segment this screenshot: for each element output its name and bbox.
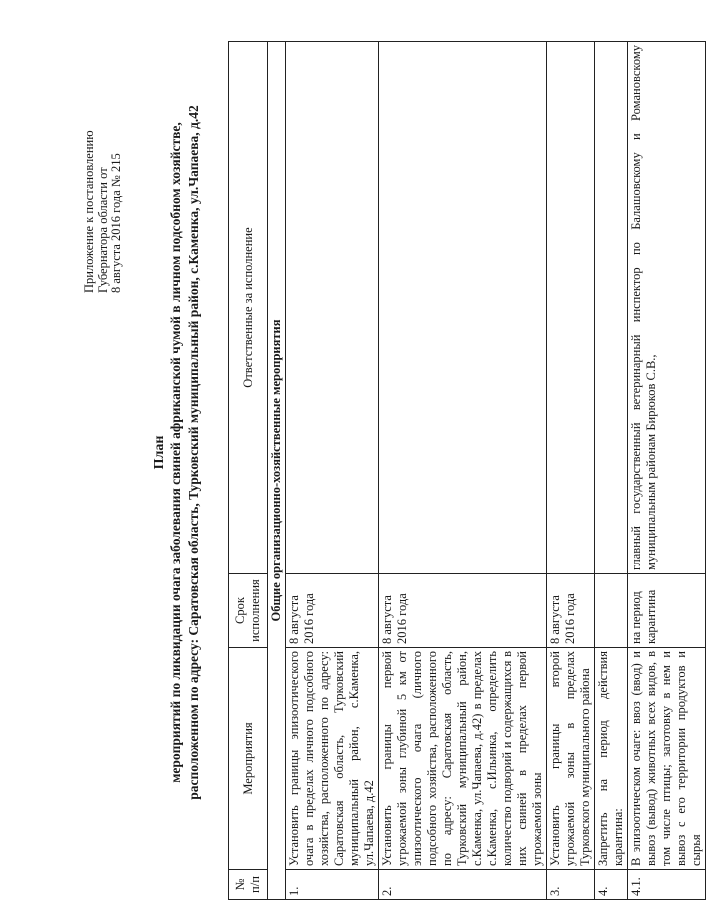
row-responsible [547, 42, 595, 574]
row-deadline: 8 августа 2016 года [286, 574, 379, 648]
row-deadline: 8 августа 2016 года [547, 574, 595, 648]
row-responsible [595, 42, 628, 574]
table-row [628, 42, 706, 900]
document-title-line-2: расположенном по адресу: Саратовская область, Турковский муниципальный район, с.Каменка, ул.Чапаева, д.42 [186, 105, 201, 800]
header-deadline: Срок исполнения [229, 574, 268, 648]
row-measure: Установить границы второй угрожаемой зоны в пределах Турковского муниципального района [547, 648, 595, 870]
document-heading: План [152, 435, 167, 470]
row-number: 3. [547, 870, 595, 900]
table-row [547, 42, 595, 900]
row-measure: В эпизоотическом очаге: ввоз (ввод) и вывоз (вывод) животных всех видов, в том числе птицы; заготовку в нем и вывоз с его территории продуктов и сырья [628, 648, 706, 870]
row-measure: Установить границы эпизоотического очага в пределах личного подсобного хозяйства, расположенного по адресу: Саратовская область, Турковский муниципальный район, с.Каменка, ул.Чапаева, д.42 [286, 648, 379, 870]
appendix-line-3: 8 августа 2016 года № 215 [109, 153, 123, 293]
row-responsible [286, 42, 379, 574]
table-row [379, 42, 547, 900]
row-responsible [379, 42, 547, 574]
section-row [268, 42, 286, 900]
row-number: 1. [286, 870, 379, 900]
table-header-row [229, 42, 268, 900]
row-measure: Установить границы первой угрожаемой зоны глубиной 5 км от эпизоотического очага (личного подсобного хозяйства, расположенного по адресу: Саратовская область, Турковский муниципальный район, с.Каменка, ул.Чапаева, д.42) в пределах с.Каменка, с.Ильинка, определить количество подворий и содержащихся в них свиней в пределах первой угрожаемой зоны [379, 648, 547, 870]
header-number: № п/п [229, 870, 268, 900]
row-responsible: главный государственный ветеринарный инспектор по Балашовскому и Романовскому муниципальным районам Бирюков С.В., [628, 42, 706, 574]
row-deadline: 8 августа 2016 года [379, 574, 547, 648]
row-number: 4.1. [628, 870, 706, 900]
section-title: Общие организационно-хозяйственные мероприятия [268, 42, 286, 900]
row-deadline [595, 574, 628, 648]
row-deadline: на период карантина [628, 574, 706, 648]
appendix-line-1: Приложение к постановлению [82, 130, 96, 293]
table-row [286, 42, 379, 900]
row-number: 2. [379, 870, 547, 900]
header-responsible: Ответственные за исполнение [229, 42, 268, 574]
appendix-note [83, 130, 124, 293]
table-row [595, 42, 628, 900]
measures-table [228, 41, 706, 900]
row-number: 4. [595, 870, 628, 900]
appendix-line-2: Губернатора области от [95, 167, 110, 293]
header-measures: Мероприятия [229, 648, 268, 870]
document-title-line-1: мероприятий по ликвидации очага заболевания свиней африканской чумой в личном подсобном хозяйстве, [168, 122, 183, 783]
row-measure: Запретить на период действия карантина: [595, 648, 628, 870]
